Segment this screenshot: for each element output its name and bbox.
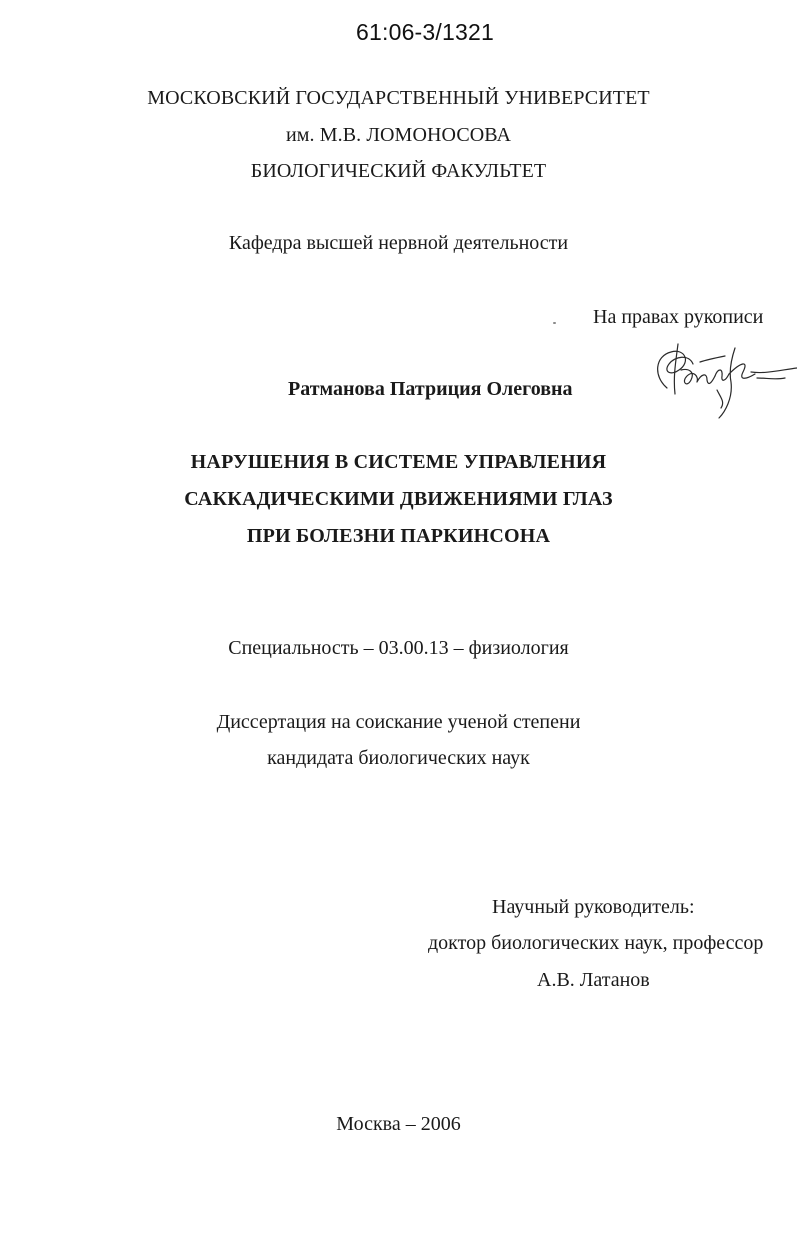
author-name: Ратманова Патриция Олеговна <box>288 378 573 400</box>
title-line-3: ПРИ БОЛЕЗНИ ПАРКИНСОНА <box>246 525 551 547</box>
title-line-2: САККАДИЧЕСКИМИ ДВИЖЕНИЯМИ ГЛАЗ <box>184 488 613 510</box>
city-year: Москва – 2006 <box>336 1113 461 1135</box>
department-name: Кафедра высшей нервной деятельности <box>228 232 569 254</box>
supervisor-name: А.В. Латанов <box>537 969 650 991</box>
university-named-after: им. М.В. ЛОМОНОСОВА <box>285 124 512 146</box>
supervisor-credentials: доктор биологических наук, профессор <box>428 932 764 954</box>
handwritten-signature <box>645 338 797 420</box>
scan-speck <box>553 322 556 324</box>
archive-code: 61:06-3/1321 <box>356 19 494 45</box>
degree-line-1: Диссертация на соискание ученой степени <box>216 711 581 733</box>
university-name: МОСКОВСКИЙ ГОСУДАРСТВЕННЫЙ УНИВЕРСИТЕТ <box>147 87 650 109</box>
manuscript-note: На правах рукописи <box>593 306 764 328</box>
supervisor-heading: Научный руководитель: <box>492 896 695 918</box>
faculty-name: БИОЛОГИЧЕСКИЙ ФАКУЛЬТЕТ <box>250 160 547 182</box>
specialty: Специальность – 03.00.13 – физиология <box>228 637 569 659</box>
degree-line-2: кандидата биологических наук <box>267 747 530 769</box>
title-line-1: НАРУШЕНИЯ В СИСТЕМЕ УПРАВЛЕНИЯ <box>190 451 607 473</box>
